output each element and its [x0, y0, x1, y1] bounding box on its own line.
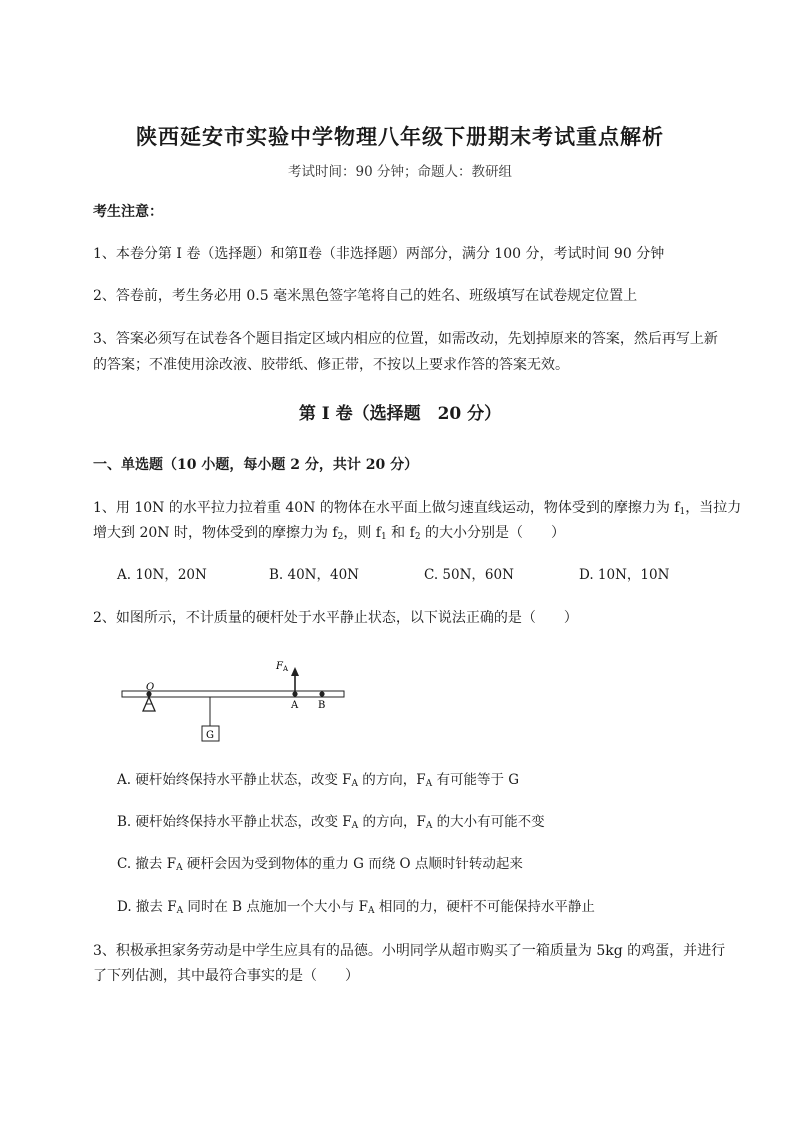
lever-rod — [122, 691, 344, 697]
notice-item: 的答案；不准使用涂改液、胶带纸、修正带，不按以上要求作答的答案无效。 — [93, 357, 569, 373]
notice-heading: 考生注意： — [93, 204, 163, 220]
question-3-line-2: 了下列估测，其中最符合事实的是（ ） — [93, 968, 359, 984]
question-1-line-2: 增大到 20N 时，物体受到的摩擦力为 $f_2$，则 $f_1$ 和 $f_2$ 的大小分别是（ ） — [93, 525, 565, 542]
option-a: A. 10N，20N — [117, 567, 207, 583]
option-c: C. 撤去 $F_A$ 硬杆会因为受到物体的重力 G 而绕 O 点顺时针转动起来 — [117, 856, 523, 873]
label-fa: $F_A$ — [276, 661, 289, 673]
point-b — [319, 691, 324, 696]
option-c: C. 50N，60N — [424, 567, 514, 583]
option-d: D. 撤去 $F_A$ 同时在 B 点施加一个大小与 $F_A$ 相同的力，硬杆不可能保持水平静止 — [117, 899, 595, 916]
point-a — [292, 691, 297, 696]
question-2-stem: 2、如图所示，不计质量的硬杆处于水平静止状态，以下说法正确的是（ ） — [93, 610, 578, 626]
part-heading: 一、单选题（10 小题，每小题 2 分，共计 20 分） — [93, 457, 419, 473]
label-a: A — [291, 700, 299, 711]
question-1-line-1: 1、用 10N 的水平拉力拉着重 40N 的物体在水平面上做匀速直线运动，物体受到的摩擦力为 $f_1$，当拉力 — [93, 500, 742, 517]
exam-info: 考试时间：90 分钟；命题人：教研组 — [288, 164, 512, 180]
section-title: 第 I 卷（选择题 20 分） — [298, 404, 502, 424]
label-o: O — [146, 682, 155, 693]
option-b: B. 40N，40N — [269, 567, 359, 583]
option-d: D. 10N，10N — [579, 567, 670, 583]
label-b: B — [318, 700, 326, 711]
option-a: A. 硬杆始终保持水平静止状态，改变 $F_A$ 的方向，$F_A$ 有可能等于 G — [117, 772, 520, 789]
notice-item: 2、答卷前，考生务必用 0.5 毫米黑色签字笔将自己的姓名、班级填写在试卷规定位置上 — [93, 288, 638, 304]
label-g: G — [206, 730, 214, 741]
notice-item: 3、答案必须写在试卷各个题目指定区域内相应的位置，如需改动，先划掉原来的答案，然后再写上新 — [93, 331, 718, 347]
option-b: B. 硬杆始终保持水平静止状态，改变 $F_A$ 的方向，$F_A$ 的大小有可能不变 — [117, 814, 545, 831]
lever-diagram — [115, 655, 355, 745]
force-arrow-head — [291, 667, 299, 676]
notice-item: 1、本卷分第 I 卷（选择题）和第Ⅱ卷（非选择题）两部分，满分 100 分，考试时间 90 分钟 — [93, 246, 665, 262]
page-title: 陕西延安市实验中学物理八年级下册期末考试重点解析 — [136, 124, 664, 149]
question-3-line-1: 3、积极承担家务劳动是中学生应具有的品德。小明同学从超市购买了一箱质量为 5kg 的鸡蛋，并进行 — [93, 943, 726, 959]
